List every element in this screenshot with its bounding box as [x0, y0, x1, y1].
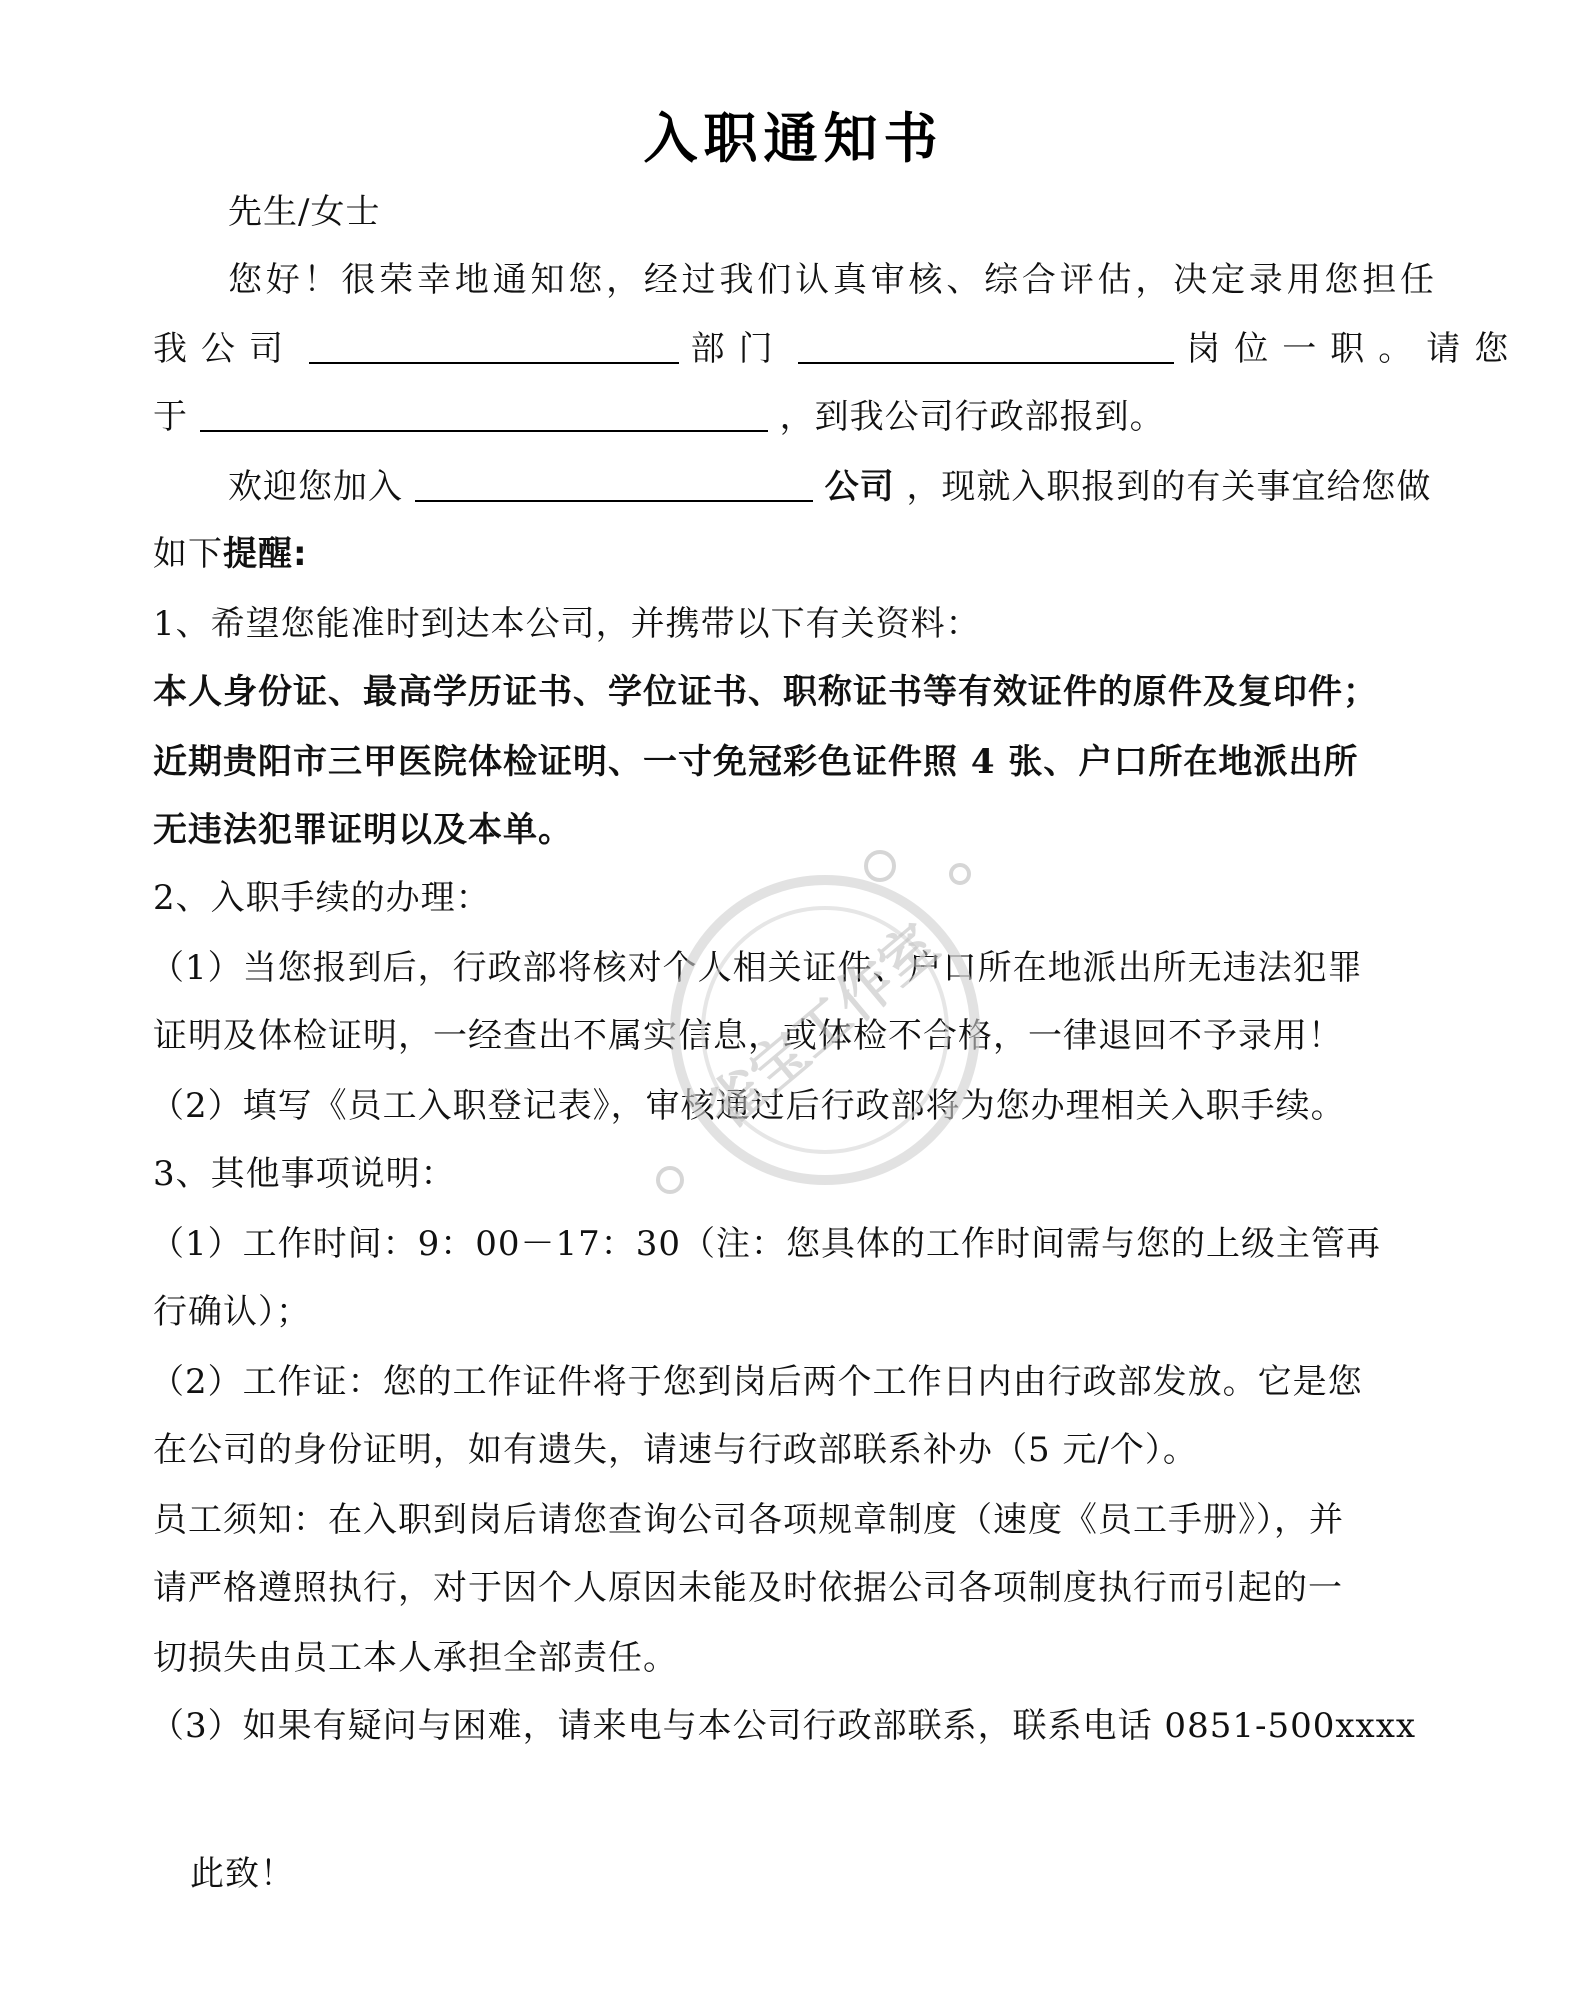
reminder-prefix: 如下	[153, 534, 223, 574]
para1-line3	[153, 394, 1435, 439]
welcome-rest: ，现就入职报到的有关事宜给您做	[906, 467, 1432, 507]
closing: 此致！	[190, 1854, 295, 1894]
post-label: 岗位一职。请您	[1186, 329, 1523, 369]
item3-line: 员工须知：在入职到岗后请您查询公司各项规章制度（速度《员工手册》），并	[153, 1500, 1344, 1540]
company-word: 公司	[824, 467, 895, 507]
item3-line: （2）工作证：您的工作证件将于您到岗后两个工作日内由行政部发放。它是您	[150, 1362, 1363, 1402]
company-label: 我公司	[153, 329, 297, 369]
item2-line: （1）当您报到后，行政部将核对个人相关证件、户口所在地派出所无违法犯罪	[150, 948, 1363, 988]
report-date-blank[interactable]	[200, 394, 768, 432]
item2-heading: 2、入职手续的办理：	[153, 878, 491, 918]
welcome-text: 欢迎您加入	[228, 467, 403, 507]
item3-line: 在公司的身份证明，如有遗失，请速与行政部联系补办（5 元/个）。	[153, 1430, 1198, 1470]
dept-label: 部门	[690, 329, 787, 369]
document-title: 入职通知书	[643, 107, 944, 170]
para1-line1: 您好！很荣幸地通知您，经过我们认真审核、综合评估，决定录用您担任	[228, 260, 1435, 300]
item2-line: （2）填写《员工入职登记表》，审核通过后行政部将为您办理相关入职手续。	[150, 1086, 1346, 1126]
watermark-text: 雀宝工作室	[694, 912, 951, 1143]
item1-line: 本人身份证、最高学历证书、学位证书、职称证书等有效证件的原件及复印件；	[153, 672, 1378, 712]
item1-line: 无违法犯罪证明以及本单。	[153, 810, 573, 850]
item2-line: 证明及体检证明，一经查出不属实信息，或体检不合格，一律退回不予录用！	[153, 1016, 1343, 1056]
para2-line2	[153, 532, 1435, 576]
para2-line1	[228, 464, 1510, 509]
date-prefix: 于	[153, 397, 188, 437]
company-name-blank[interactable]	[309, 326, 679, 364]
date-suffix: ，到我公司行政部报到。	[779, 397, 1165, 437]
item3-line: （1）工作时间：9：00－17：30（注：您具体的工作时间需与您的上级主管再	[150, 1224, 1382, 1264]
item3-line: 行确认）；	[153, 1292, 311, 1332]
salutation: 先生/女士	[228, 192, 381, 232]
item3-line: 切损失由员工本人承担全部责任。	[153, 1638, 678, 1678]
item3-line: （3）如果有疑问与困难，请来电与本公司行政部联系，联系电话 0851-500xxxx	[150, 1706, 1417, 1746]
item3-heading: 3、其他事项说明：	[153, 1154, 456, 1194]
department-blank[interactable]	[798, 326, 1174, 364]
item1-heading: 1、希望您能准时到达本公司，并携带以下有关资料：	[153, 604, 981, 644]
para1-line2	[153, 326, 1523, 371]
reminder-bold: 提醒:	[223, 534, 308, 574]
item1-line: 近期贵阳市三甲医院体检证明、一寸免冠彩色证件照 4 张、户口所在地派出所	[153, 742, 1359, 782]
welcome-company-blank[interactable]	[415, 464, 813, 502]
item3-line: 请严格遵照执行，对于因个人原因未能及时依据公司各项制度执行而引起的一	[153, 1568, 1343, 1608]
